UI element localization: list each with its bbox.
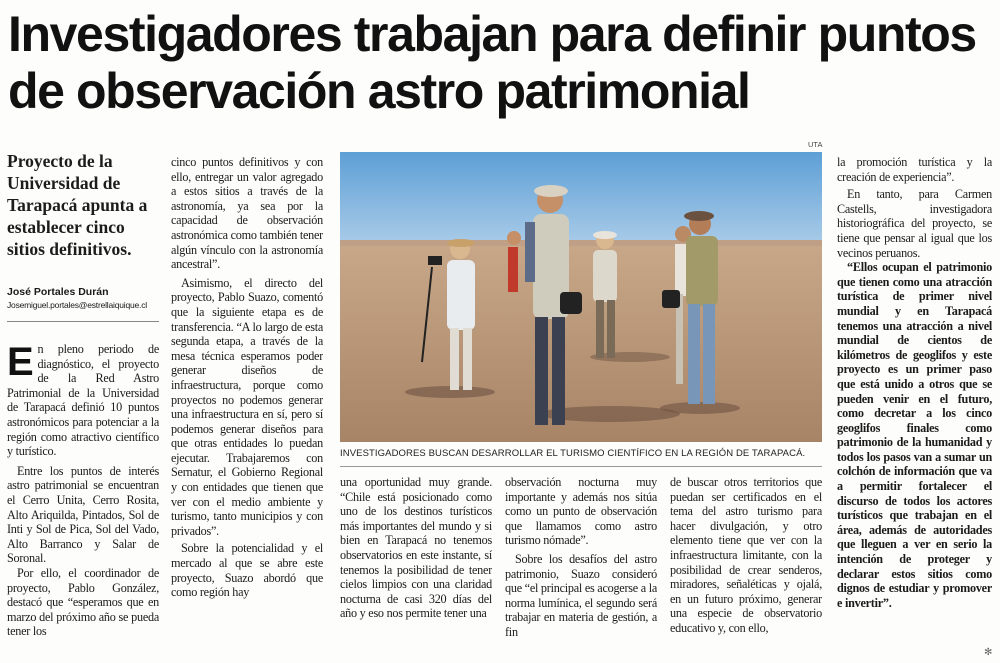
article-column-6 (837, 155, 992, 660)
article-column-3 (340, 475, 492, 662)
article-paragraph: de buscar otros territorios que puedan ser certificados en el tema del astro turismo para hacer divulgación, y otro elemento tiene que ver con la infraestructura limitante, con la posibilidad de crear senderos, miradores, señaléticas y ojalá, en un futuro próximo, generar una especie de observatorio educativo y, con ello, (670, 475, 822, 635)
article-column-2 (171, 155, 323, 660)
article-paragraph: Sobre la potencialidad y el mercado al que se abre este proyecto, Suazo abordó que como región hay (171, 541, 323, 600)
article-paragraph: Entre los puntos de interés astro patrimonial se encuentran el Cerro Unita, Cerro Rosita, Alto Ariquilda, Pintados, Sol de Inti y Sol de Pica, Sol del Vado, Alto Barranco y Salar de Soronal. (7, 463, 159, 566)
article-paragraph: “Ellos ocupan el patrimonio que tienen como una atracción turística de primer nivel mundial y en Tarapacá tenemos una atracción a nivel mundial de cientos de kilómetros de geoglifos y este proyecto es un primer paso que está unido a otros que se pueden venir en el futuro, como decretar a los cinco geoglifos finales como patrimonio de la humanidad y todos los pasos van a sumar un colchón de información que va a permitir fortalecer el discurso de todos los actores turísticos que trabajan en el área, además de autoridades que lleguen a ver en serio la intención de proteger y declarar estos sitios como dignos de estudiar y promover e invertir”. (837, 260, 992, 610)
article-paragraph: una oportunidad muy grande. “Chile está posicionado como uno de los destinos turísticos más importantes del mundo y si bien en Tarapacá no tenemos observatorios en este instante, sí tenemos la posibilidad de tener cielos limpios con una claridad nocturna de casi 320 días del año y eso nos permite tener una (340, 475, 492, 621)
article-column-5 (670, 475, 822, 662)
article-column-4 (505, 475, 657, 662)
photo-credit: UTA (808, 140, 823, 149)
byline-divider (7, 321, 159, 322)
drop-cap: E (7, 342, 34, 384)
article-paragraph: Por ello, el coordinador de proyecto, Pablo González, destacó que “esperamos que en marzo del próximo año se pueda tener los (7, 565, 159, 639)
article-paragraph: En pleno periodo de diagnóstico, el proyecto de la Red Astro Patrimonial de la Universidad de Tarapacá definió 10 puntos astronómicos para potenciar a la región como atractivo científico y turístico. (7, 342, 159, 459)
article-paragraph: Asimismo, el directo del proyecto, Pablo Suazo, comentó que la siguiente etapa es de transferencia. “A lo largo de esta segunda etapa, a través de la mesa técnica esperamos poder generar diseños de infraestructura, porque como proyectos no podemos generar una infraestructura en sí, pero sí podemos generar diseños para que otras entidades lo puedan ejecutar. Trabajaremos con Sernatur, el Gobierno Regional y con entidades que tienen que ver con el medio ambiente y turismo, tanto municipios y con privados”. (171, 275, 323, 538)
desert-observers-image (340, 152, 822, 442)
byline-name: José Portales Durán (7, 286, 109, 298)
photo-caption: INVESTIGADORES BUSCAN DESARROLLAR EL TURISMO CIENTÍFICO EN LA REGIÓN DE TARAPACÁ. (340, 448, 806, 459)
article-paragraph: la promoción turística y la creación de experiencia”. (837, 155, 992, 184)
article-paragraph: En tanto, para Carmen Castells, investigadora historiográfica del proyecto, se tiene que pensar al igual que los vecinos peruanos. (837, 187, 992, 260)
byline-email: Josemiguel.portales@estrellaiquique.cl (7, 300, 147, 310)
end-mark-icon: ✻ (984, 647, 993, 658)
article-paragraph: cinco puntos definitivos y con ello, entregar un valor agregado a estos sitios a través de la astronomía, ya sea por la capacidad de observación astronómica como también tener algún vínculo con la astronomía ancestral”. (171, 155, 323, 272)
article-paragraph: Sobre los desafíos del astro patrimonio, Suazo consideró que “el principal es acogerse a la norma lumínica, el segundo será trabajar en materia de gestión, a fin (505, 551, 657, 639)
article-column-1 (7, 342, 159, 662)
subheadline: Proyecto de la Universidad de Tarapacá apunta a establecer cinco sitios definitivos. (7, 151, 148, 259)
caption-divider (340, 466, 822, 467)
headline: Investigadores trabajan para definir puntos de observación astro patrimonial (8, 6, 976, 119)
article-photo (340, 152, 822, 442)
article-paragraph: observación nocturna muy importante y además nos sitúa como un punto de observación que llamamos como astro turismo nómade”. (505, 475, 657, 548)
